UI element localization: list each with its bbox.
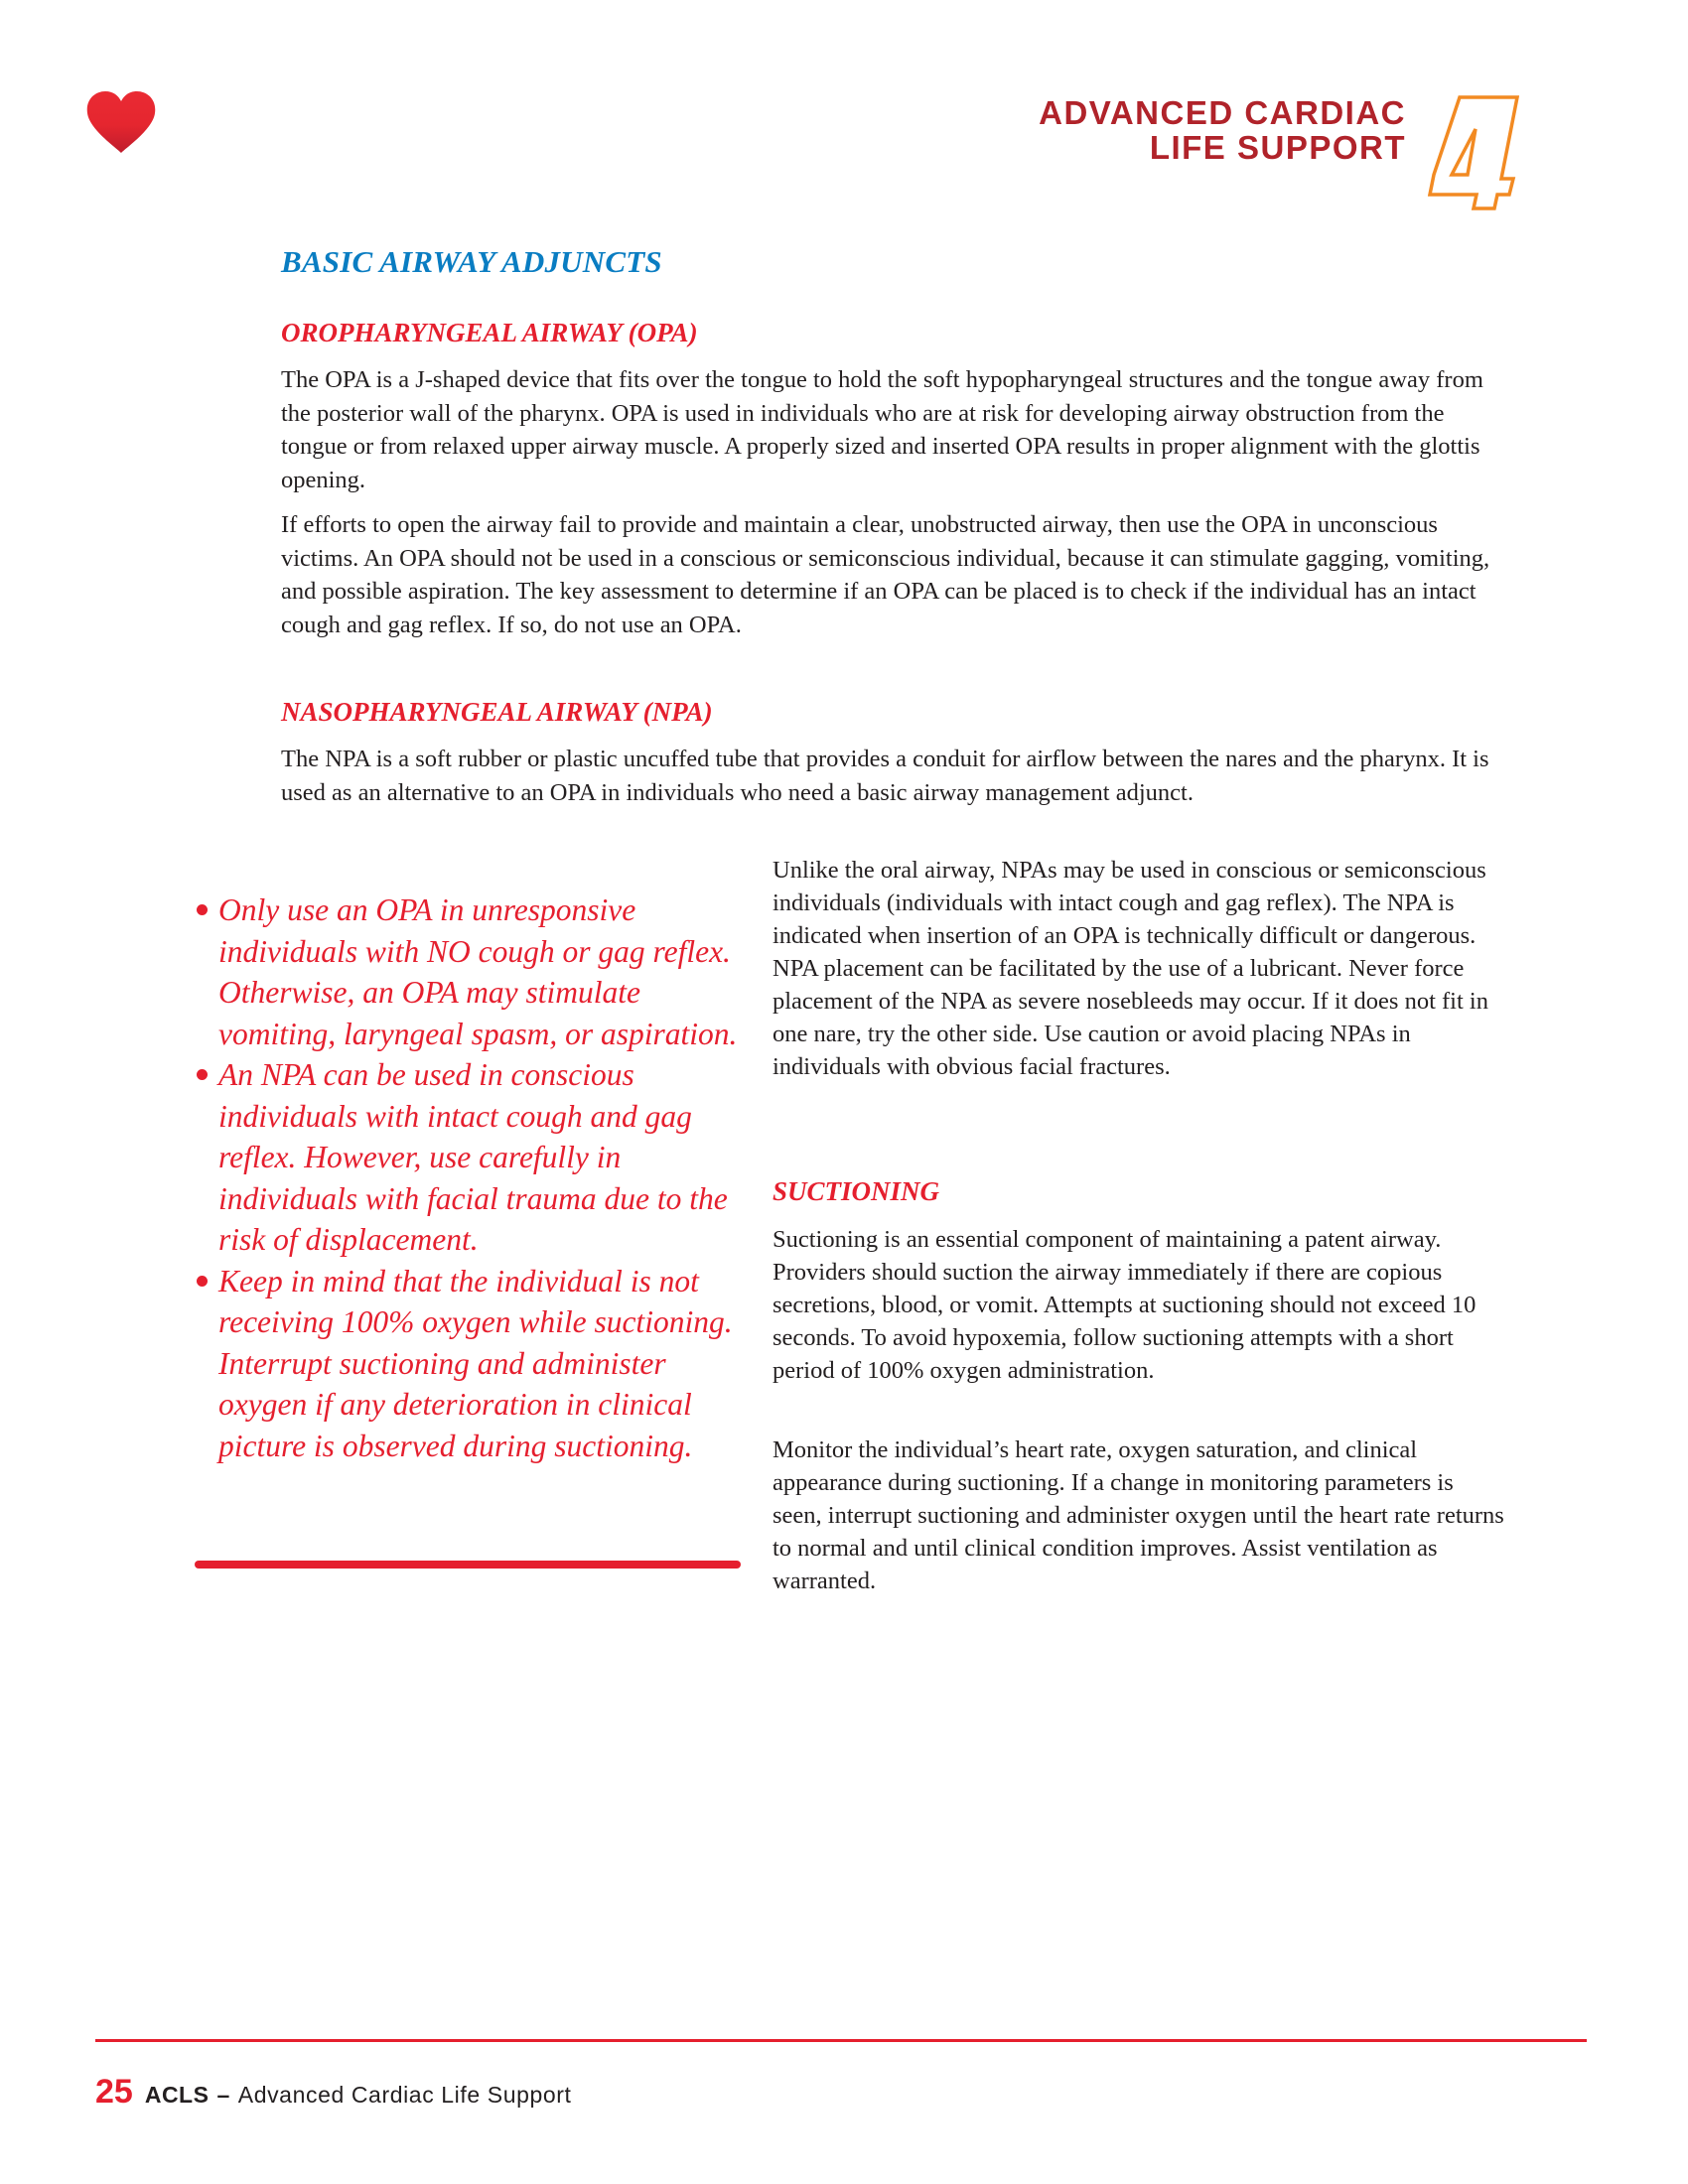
key-point-item: An NPA can be used in conscious individuals with intact cough and gag reflex. However, use carefully in individuals with facial trauma due to the risk of displacement. <box>197 1054 748 1261</box>
npa-paragraph-2: Unlike the oral airway, NPAs may be used in conscious or semiconscious individuals (individuals with intact cough and gag reflex). The NPA is indicated when insertion of an OPA is technically difficult or dangerous. NPA placement can be facilitated by the use of a lubricant. Never force placement of the NPA as severe nosebleeds may occur. If it does not fit in one nare, try the other side. Use caution or avoid placing NPAs in individuals with obvious facial fractures. <box>773 857 1488 1080</box>
callout-divider <box>195 1561 741 1569</box>
section-title: BASIC AIRWAY ADJUNCTS <box>281 244 662 279</box>
key-point-item: Keep in mind that the individual is not receiving 100% oxygen while suctioning. Interrupt suctioning and administer oxygen if any deterioration in clinical picture is observed during suctioning. <box>197 1261 748 1467</box>
footer-separator: – <box>216 2082 230 2108</box>
key-point-item: Only use an OPA in unresponsive individuals with NO cough or gag reflex. Otherwise, an OPA may stimulate vomiting, laryngeal spasm, or aspiration. <box>197 889 748 1054</box>
footer-book-full: Advanced Cardiac Life Support <box>237 2082 572 2108</box>
opa-paragraph-1: The OPA is a J-shaped device that fits over the tongue to hold the soft hypopharyngeal structures and the tongue away from the posterior wall of the pharynx. OPA is used in individuals who are at risk for developing airway obstruction from the tongue or from relaxed upper airway muscle. A properly sized and inserted OPA results in proper alignment with the glottis opening. <box>281 366 1483 493</box>
book-title-line1: ADVANCED CARDIAC <box>1039 94 1406 131</box>
suctioning-paragraph-2: Monitor the individual’s heart rate, oxygen saturation, and clinical appearance during suctioning. If a change in monitoring parameters is seen, interrupt suctioning and administer oxygen until the heart rate returns to normal and until clinical condition improves. Assist ventilation as warranted. <box>773 1436 1504 1594</box>
book-title-line2: LIFE SUPPORT <box>1149 129 1406 166</box>
npa-paragraph-1: The NPA is a soft rubber or plastic uncuffed tube that provides a conduit for airflow between the nares and the pharynx. It is used as an alternative to an OPA in individuals who need a basic airway management adjunct. <box>281 746 1489 806</box>
key-points-callout <box>197 889 748 1466</box>
key-points-list <box>197 889 748 1466</box>
suctioning-heading: SUCTIONING <box>773 1176 940 1206</box>
bullet-icon <box>197 904 208 915</box>
page-number: 25 <box>95 2073 133 2111</box>
npa-heading: NASOPHARYNGEAL AIRWAY (NPA) <box>281 697 713 727</box>
footer-book-short: ACLS <box>144 2082 210 2108</box>
footer-divider <box>95 2039 1587 2042</box>
opa-heading: OROPHARYNGEAL AIRWAY (OPA) <box>281 318 698 347</box>
opa-paragraph-2: If efforts to open the airway fail to provide and maintain a clear, unobstructed airway, then use the OPA in unconscious victims. An OPA should not be used in a conscious or semiconscious individual, because it can stimulate gagging, vomiting, and possible aspiration. The key assessment to determine if an OPA can be placed is to check if the individual has an intact cough and gag reflex. If so, do not use an OPA. <box>281 511 1490 638</box>
bullet-icon <box>197 1276 208 1287</box>
page-footer <box>95 2073 572 2112</box>
bullet-icon <box>197 1069 208 1080</box>
suctioning-paragraph-1: Suctioning is an essential component of maintaining a patent airway. Providers should suction the airway immediately if there are copious secretions, blood, or vomit. Attempts at suctioning should not exceed 10 seconds. To avoid hypoxemia, follow suctioning attempts with a short period of 100% oxygen administration. <box>773 1226 1477 1384</box>
chapter-number-4 <box>1390 91 1519 210</box>
heart-icon <box>85 91 157 155</box>
book-title <box>1039 95 1406 165</box>
